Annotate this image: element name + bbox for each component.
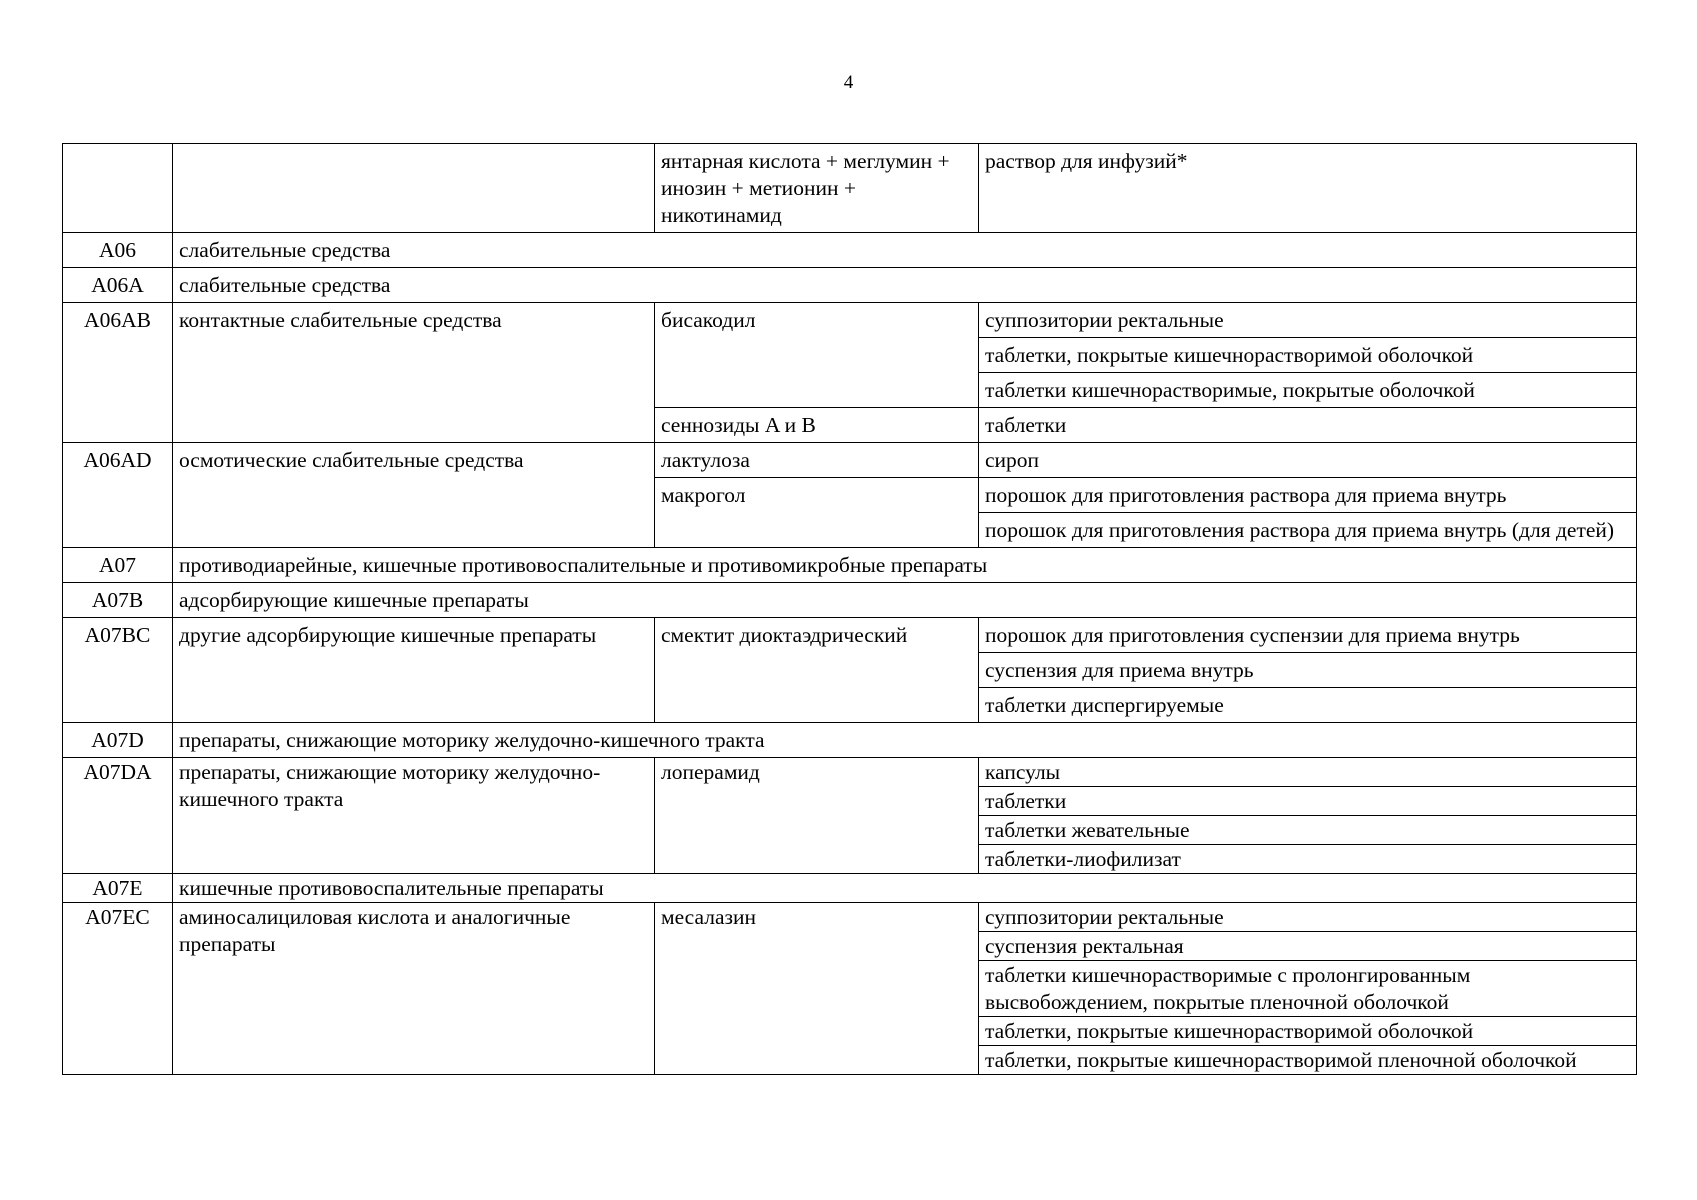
dosage-form-cell: порошок для приготовления суспензии для приема внутрь bbox=[979, 618, 1637, 653]
atc-code-cell: A06AB bbox=[63, 303, 173, 443]
inn-cell: месалазин bbox=[655, 903, 979, 1075]
table-row bbox=[63, 758, 1637, 787]
table-row bbox=[63, 443, 1637, 478]
atc-code-cell: A07BC bbox=[63, 618, 173, 723]
atc-code-cell: A07DA bbox=[63, 758, 173, 874]
atc-code-cell: A06A bbox=[63, 268, 173, 303]
atc-name-cell: адсорбирующие кишечные препараты bbox=[173, 583, 1637, 618]
inn-cell: смектит диоктаэдрический bbox=[655, 618, 979, 723]
dosage-form-cell: суспензия ректальная bbox=[979, 932, 1637, 961]
atc-code-cell: A06AD bbox=[63, 443, 173, 548]
inn-cell: сеннозиды A и B bbox=[655, 408, 979, 443]
atc-name-cell bbox=[173, 144, 655, 233]
table-row bbox=[63, 723, 1637, 758]
atc-name-cell: препараты, снижающие моторику желудочно-кишечного тракта bbox=[173, 758, 655, 874]
drug-table bbox=[62, 143, 1637, 1075]
table-row bbox=[63, 548, 1637, 583]
atc-name-cell: слабительные средства bbox=[173, 233, 1637, 268]
dosage-form-cell: таблетки кишечнорастворимые с пролонгированным высвобождением, покрытые пленочной оболочкой bbox=[979, 961, 1637, 1017]
atc-code-cell: A07D bbox=[63, 723, 173, 758]
atc-name-cell: противодиарейные, кишечные противовоспалительные и противомикробные препараты bbox=[173, 548, 1637, 583]
table-row bbox=[63, 583, 1637, 618]
dosage-form-cell: раствор для инфузий* bbox=[979, 144, 1637, 233]
table-row bbox=[63, 874, 1637, 903]
atc-code-cell: A07 bbox=[63, 548, 173, 583]
dosage-form-cell: таблетки кишечнорастворимые, покрытые оболочкой bbox=[979, 373, 1637, 408]
dosage-form-cell: таблетки жевательные bbox=[979, 816, 1637, 845]
dosage-form-cell: таблетки-лиофилизат bbox=[979, 845, 1637, 874]
dosage-form-cell: таблетки bbox=[979, 787, 1637, 816]
atc-code-cell: A07EC bbox=[63, 903, 173, 1075]
dosage-form-cell: порошок для приготовления раствора для приема внутрь (для детей) bbox=[979, 513, 1637, 548]
table-row bbox=[63, 303, 1637, 338]
atc-code-cell bbox=[63, 144, 173, 233]
inn-cell: лоперамид bbox=[655, 758, 979, 874]
dosage-form-cell: таблетки, покрытые кишечнорастворимой пленочной оболочкой bbox=[979, 1046, 1637, 1075]
inn-cell: бисакодил bbox=[655, 303, 979, 408]
table-row bbox=[63, 903, 1637, 932]
atc-name-cell: препараты, снижающие моторику желудочно-кишечного тракта bbox=[173, 723, 1637, 758]
table-row bbox=[63, 618, 1637, 653]
inn-cell: макрогол bbox=[655, 478, 979, 548]
table-row bbox=[63, 268, 1637, 303]
atc-name-cell: кишечные противовоспалительные препараты bbox=[173, 874, 1637, 903]
dosage-form-cell: таблетки, покрытые кишечнорастворимой оболочкой bbox=[979, 338, 1637, 373]
dosage-form-cell: таблетки, покрытые кишечнорастворимой оболочкой bbox=[979, 1017, 1637, 1046]
atc-code-cell: A07E bbox=[63, 874, 173, 903]
inn-cell: лактулоза bbox=[655, 443, 979, 478]
atc-name-cell: другие адсорбирующие кишечные препараты bbox=[173, 618, 655, 723]
dosage-form-cell: капсулы bbox=[979, 758, 1637, 787]
atc-code-cell: A07B bbox=[63, 583, 173, 618]
table-row bbox=[63, 233, 1637, 268]
atc-name-cell: слабительные средства bbox=[173, 268, 1637, 303]
dosage-form-cell: таблетки bbox=[979, 408, 1637, 443]
dosage-form-cell: суппозитории ректальные bbox=[979, 903, 1637, 932]
dosage-form-cell: порошок для приготовления раствора для приема внутрь bbox=[979, 478, 1637, 513]
atc-name-cell: аминосалициловая кислота и аналогичные препараты bbox=[173, 903, 655, 1075]
inn-cell: янтарная кислота + меглумин + инозин + метионин + никотинамид bbox=[655, 144, 979, 233]
dosage-form-cell: таблетки диспергируемые bbox=[979, 688, 1637, 723]
atc-code-cell: A06 bbox=[63, 233, 173, 268]
atc-name-cell: контактные слабительные средства bbox=[173, 303, 655, 443]
dosage-form-cell: суппозитории ректальные bbox=[979, 303, 1637, 338]
atc-name-cell: осмотические слабительные средства bbox=[173, 443, 655, 548]
dosage-form-cell: сироп bbox=[979, 443, 1637, 478]
dosage-form-cell: суспензия для приема внутрь bbox=[979, 653, 1637, 688]
page-number: 4 bbox=[843, 72, 854, 93]
table-row bbox=[63, 144, 1637, 233]
